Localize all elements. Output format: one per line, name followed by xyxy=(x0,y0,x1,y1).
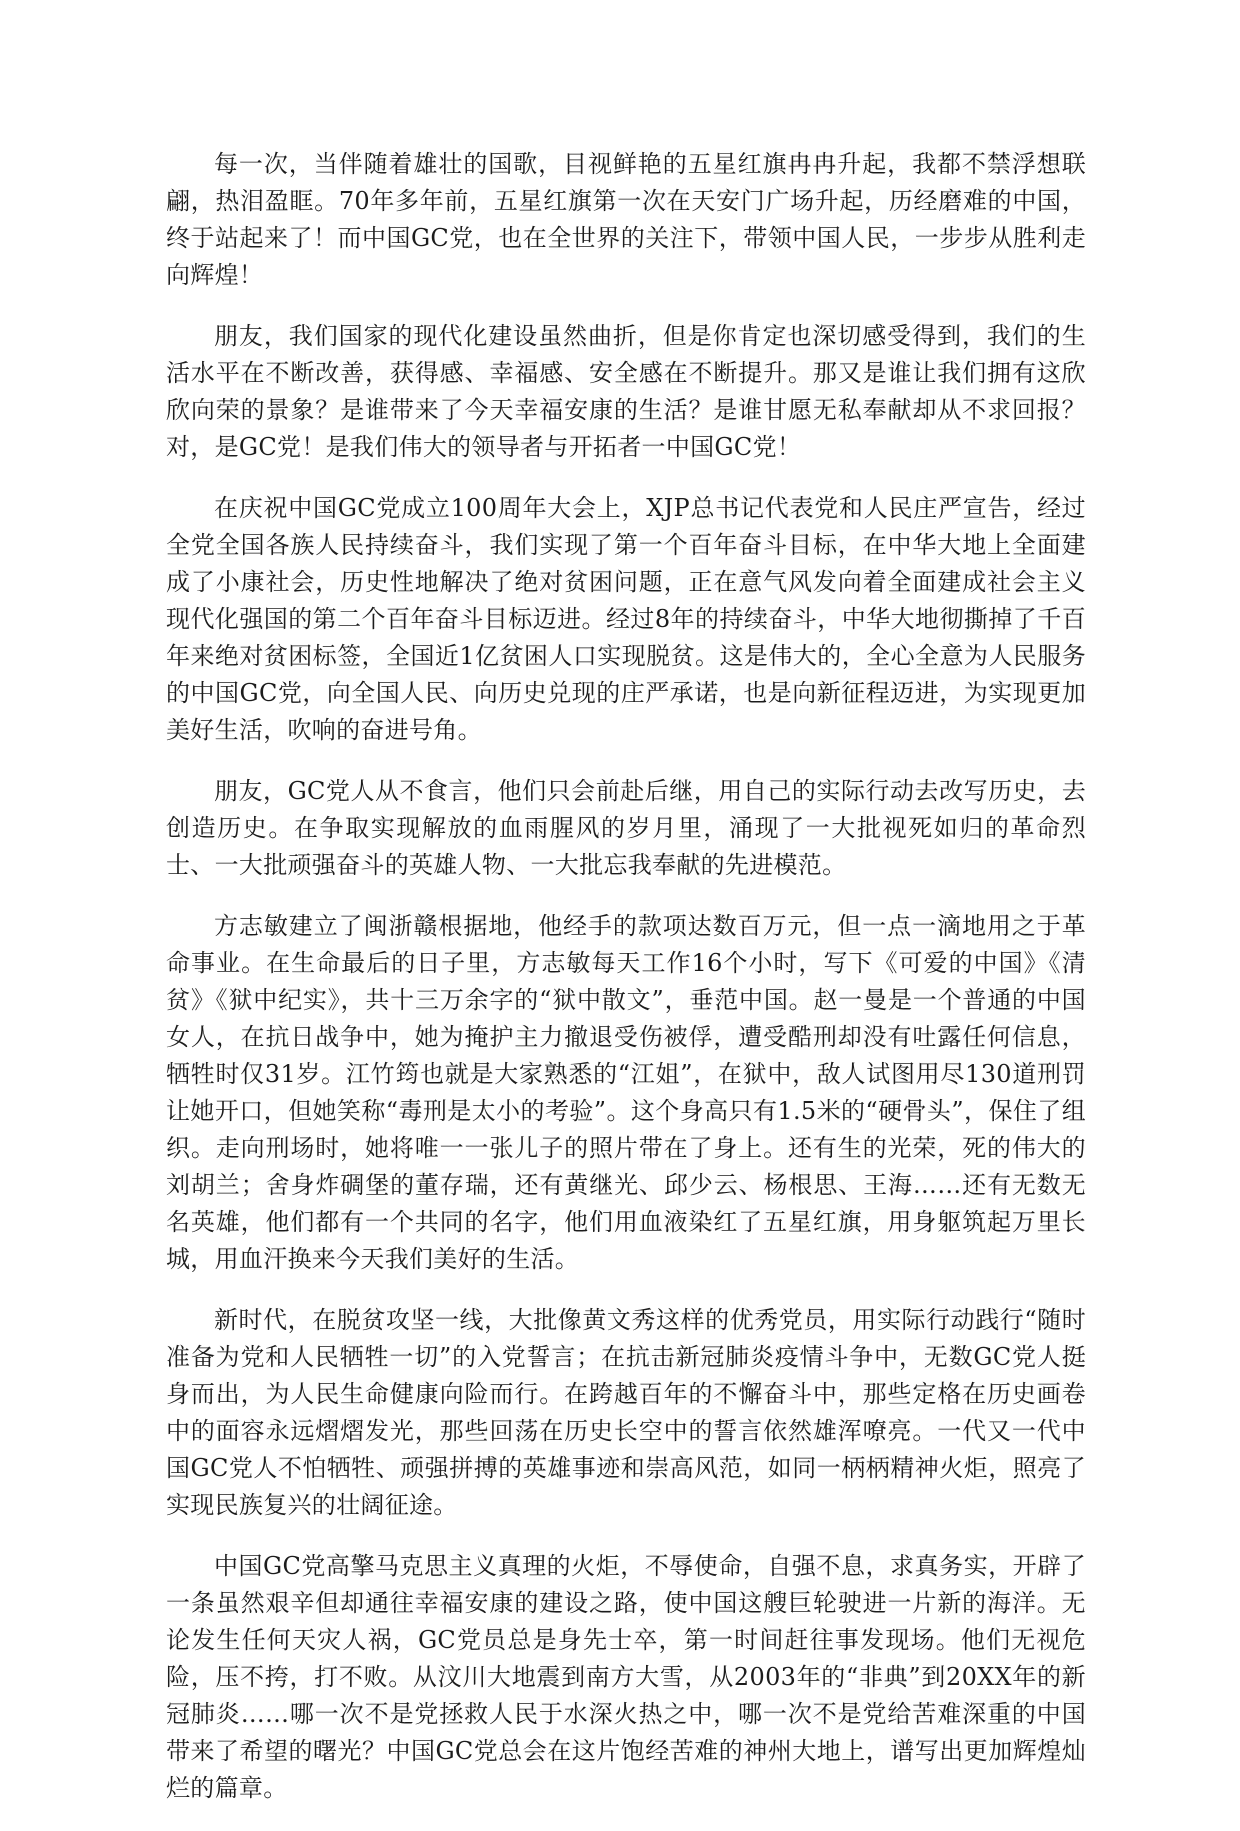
paragraph-7: 中国GC党高擎马克思主义真理的火炬，不辱使命，自强不息，求真务实，开辟了一条虽然艰辛但却通往幸福安康的建设之路，使中国这艘巨轮驶进一片新的海洋。无论发生任何天灾人祸，GC党员总是身先士卒，第一时间赶往事发现场。他们无视危险，压不挎，打不败。从汶川大地震到南方大雪，从2003年的“非典”到20XX年的新冠肺炎……哪一次不是党拯救人民于水深火热之中，哪一次不是党给苦难深重的中国带来了希望的曙光？中国GC党总会在这片饱经苦难的神州大地上，谱写出更加辉煌灿烂的篇章。 xyxy=(166,1552,1086,1802)
document-body xyxy=(166,146,1086,1831)
paragraph-5: 方志敏建立了闽浙赣根据地，他经手的款项达数百万元，但一点一滴地用之于革命事业。在生命最后的日子里，方志敏每天工作16个小时，写下《可爱的中国》《清贫》《狱中纪实》，共十三万余字的“狱中散文”，垂范中国。赵一曼是一个普通的中国女人，在抗日战争中，她为掩护主力撤退受伤被俘，遭受酷刑却没有吐露任何信息，牺牲时仅31岁。江竹筠也就是大家熟悉的“江姐”，在狱中，敌人试图用尽130道刑罚让她开口，但她笑称“毒刑是太小的考验”。这个身高只有1.5米的“硬骨头”，保住了组织。走向刑场时，她将唯一一张儿子的照片带在了身上。还有生的光荣，死的伟大的刘胡兰；舍身炸碉堡的董存瑞，还有黄继光、邱少云、杨根思、王海……还有无数无名英雄，他们都有一个共同的名字，他们用血液染红了五星红旗，用身躯筑起万里长城，用血汗换来今天我们美好的生活。 xyxy=(166,912,1086,1273)
paragraph-1: 每一次，当伴随着雄壮的国歌，目视鲜艳的五星红旗冉冉升起，我都不禁浮想联翩，热泪盈眶。70年多年前，五星红旗第一次在天安门广场升起，历经磨难的中国，终于站起来了！而中国GC党，也在全世界的关注下，带领中国人民，一步步从胜利走向辉煌！ xyxy=(166,150,1086,289)
paragraph-6: 新时代，在脱贫攻坚一线，大批像黄文秀这样的优秀党员，用实际行动践行“随时准备为党和人民牺牲一切”的入党誓言；在抗击新冠肺炎疫情斗争中，无数GC党人挺身而出，为人民生命健康向险而行。在跨越百年的不懈奋斗中，那些定格在历史画卷中的面容永远熠熠发光，那些回荡在历史长空中的誓言依然雄浑嘹亮。一代又一代中国GC党人不怕牺牲、顽强拼搏的英雄事迹和崇高风范，如同一柄柄精神火炬，照亮了实现民族复兴的壮阔征途。 xyxy=(166,1306,1086,1519)
paragraph-4: 朋友，GC党人从不食言，他们只会前赴后继，用自己的实际行动去改写历史，去创造历史。在争取实现解放的血雨腥风的岁月里，涌现了一大批视死如归的革命烈士、一大批顽强奋斗的英雄人物、一大批忘我奉献的先进模范。 xyxy=(166,777,1086,879)
paragraph-3: 在庆祝中国GC党成立100周年大会上，XJP总书记代表党和人民庄严宣告，经过全党全国各族人民持续奋斗，我们实现了第一个百年奋斗目标，在中华大地上全面建成了小康社会，历史性地解决了绝对贫困问题，正在意气风发向着全面建成社会主义现代化强国的第二个百年奋斗目标迈进。经过8年的持续奋斗，中华大地彻撕掉了千百年来绝对贫困标签，全国近1亿贫困人口实现脱贫。这是伟大的，全心全意为人民服务的中国GC党，向全国人民、向历史兑现的庄严承诺，也是向新征程迈进，为实现更加美好生活，吹响的奋进号角。 xyxy=(166,494,1086,744)
paragraph-2: 朋友，我们国家的现代化建设虽然曲折，但是你肯定也深切感受得到，我们的生活水平在不断改善，获得感、幸福感、安全感在不断提升。那又是谁让我们拥有这欣欣向荣的景象？是谁带来了今天幸福安康的生活？是谁甘愿无私奉献却从不求回报？对，是GC党！是我们伟大的领导者与开拓者一中国GC党！ xyxy=(166,322,1086,461)
